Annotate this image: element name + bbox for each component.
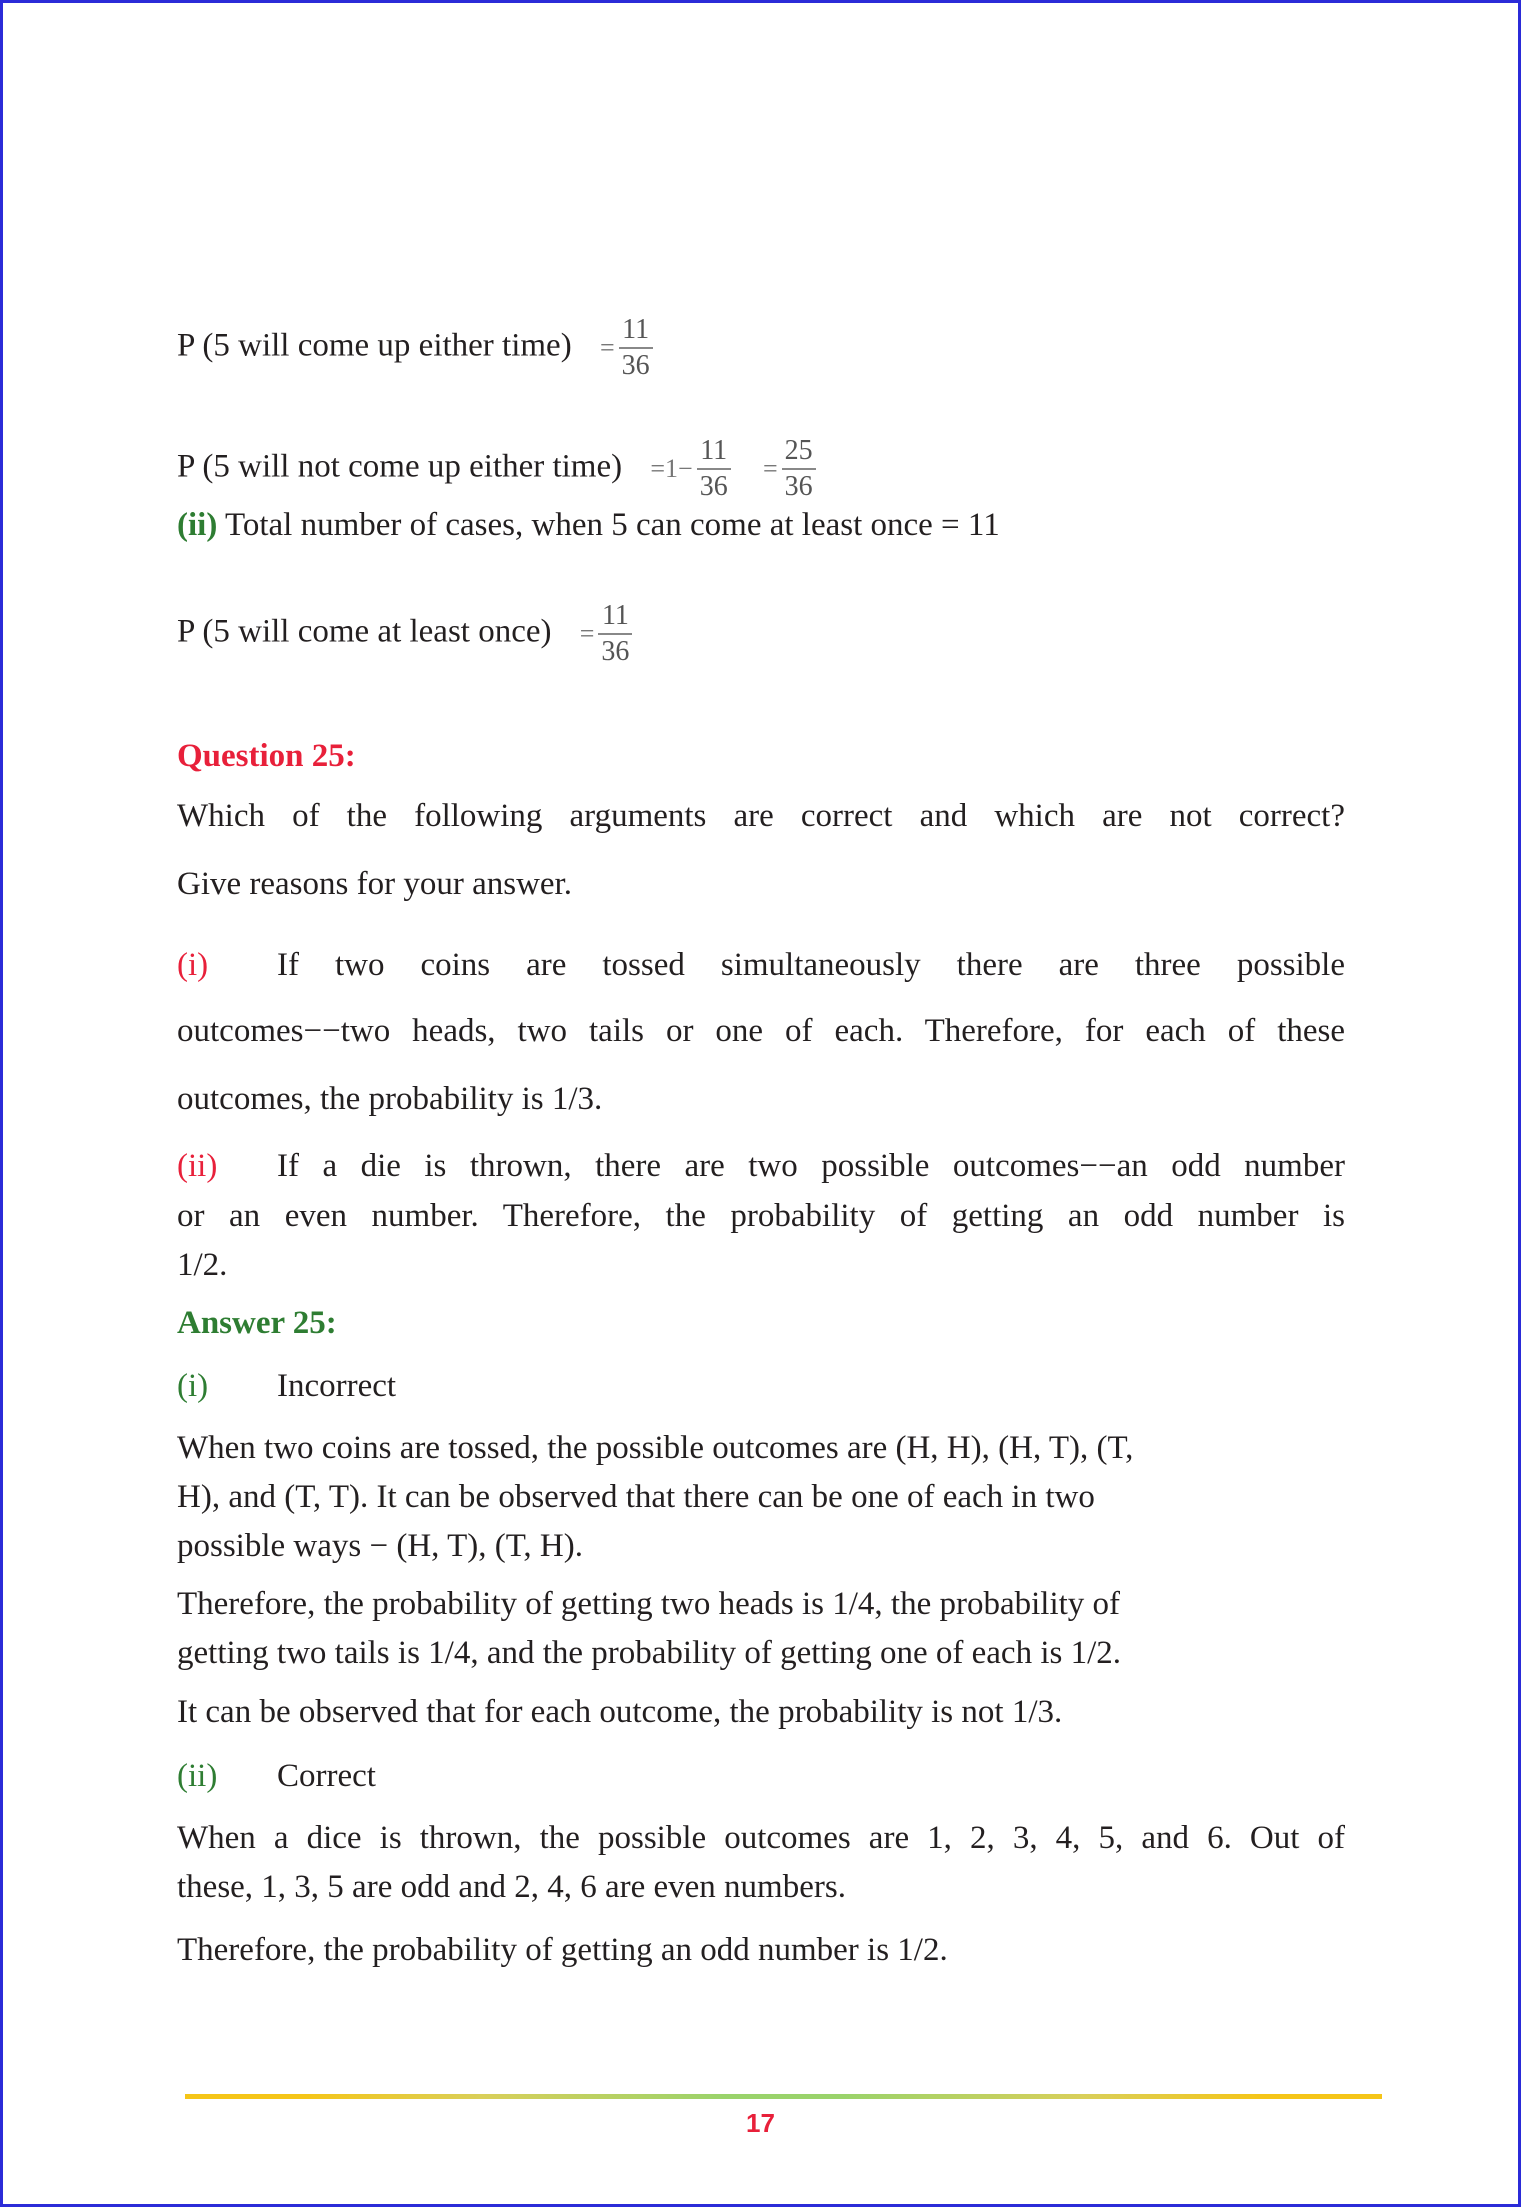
question-line: outcomes−−two heads, two tails or one of each. Therefore, for each of these	[177, 1013, 1345, 1049]
answer-line: these, 1, 3, 5 are odd and 2, 4, 6 are even numbers.	[177, 1869, 846, 1905]
question-part-ii	[177, 1146, 1345, 1186]
question-line: Give reasons for your answer.	[177, 866, 572, 902]
total-cases-line	[177, 505, 1345, 545]
answer-part-i-verdict	[177, 1366, 1345, 1406]
part-label: (i)	[177, 947, 209, 983]
fraction	[782, 436, 816, 502]
eq-label: P (5 will come up either time)	[177, 327, 572, 364]
denominator: 36	[784, 471, 813, 502]
equals: =	[579, 618, 595, 648]
numerator: 11	[700, 435, 728, 466]
answer-line: possible ways − (H, T), (T, H).	[177, 1528, 583, 1564]
fraction	[697, 436, 731, 502]
answer-line: Therefore, the probability of getting an odd number is 1/2.	[177, 1932, 948, 1968]
eq-p-least	[177, 601, 1345, 667]
question-title: Question 25:	[177, 738, 356, 774]
equals: =1−	[650, 453, 693, 483]
answer-line: H), and (T, T). It can be observed that there can be one of each in two	[177, 1479, 1095, 1515]
verdict: Incorrect	[277, 1368, 397, 1404]
answer-part-ii-verdict	[177, 1756, 1345, 1796]
denominator: 36	[601, 636, 630, 667]
fraction	[619, 315, 653, 381]
verdict: Correct	[277, 1758, 376, 1794]
answer-title: Answer 25:	[177, 1305, 337, 1341]
question-line: or an even number. Therefore, the probability of getting an odd number is	[177, 1198, 1345, 1234]
denominator: 36	[621, 350, 650, 381]
question-line: 1/2.	[177, 1247, 228, 1283]
answer-line: When a dice is thrown, the possible outcomes are 1, 2, 3, 4, 5, and 6. Out of	[177, 1820, 1345, 1856]
footer-divider	[185, 2094, 1382, 2099]
question-part-i	[177, 945, 1345, 985]
answer-line: getting two tails is 1/4, and the probability of getting one of each is 1/2.	[177, 1635, 1121, 1671]
line-text: If two coins are tossed simultaneously there are three possible	[277, 947, 1345, 983]
page-number: 17	[746, 2108, 775, 2138]
question-line: outcomes, the probability is 1/3.	[177, 1081, 603, 1117]
part-label: (ii)	[177, 1758, 218, 1794]
answer-line: When two coins are tossed, the possible outcomes are (H, H), (H, T), (T,	[177, 1430, 1134, 1466]
eq-p-either	[177, 315, 1345, 381]
equals: =	[762, 453, 778, 483]
numerator: 11	[601, 600, 629, 631]
eq-label: P (5 will not come up either time)	[177, 448, 623, 485]
part-label: (ii)	[177, 507, 218, 543]
eq-p-not	[177, 436, 1345, 502]
numerator: 11	[622, 314, 650, 345]
part-label: (i)	[177, 1368, 209, 1404]
line-text: If a die is thrown, there are two possible outcomes−−an odd number	[277, 1148, 1345, 1184]
fraction	[598, 601, 632, 667]
answer-line: Therefore, the probability of getting two heads is 1/4, the probability of	[177, 1586, 1121, 1622]
line-text: Total number of cases, when 5 can come at least once = 11	[224, 507, 1000, 543]
answer-line: It can be observed that for each outcome, the probability is not 1/3.	[177, 1694, 1063, 1730]
part-label: (ii)	[177, 1148, 218, 1184]
denominator: 36	[699, 471, 728, 502]
eq-label: P (5 will come at least once)	[177, 613, 552, 650]
question-line: Which of the following arguments are correct and which are not correct?	[177, 798, 1345, 834]
numerator: 25	[784, 435, 813, 466]
equals: =	[599, 332, 615, 362]
